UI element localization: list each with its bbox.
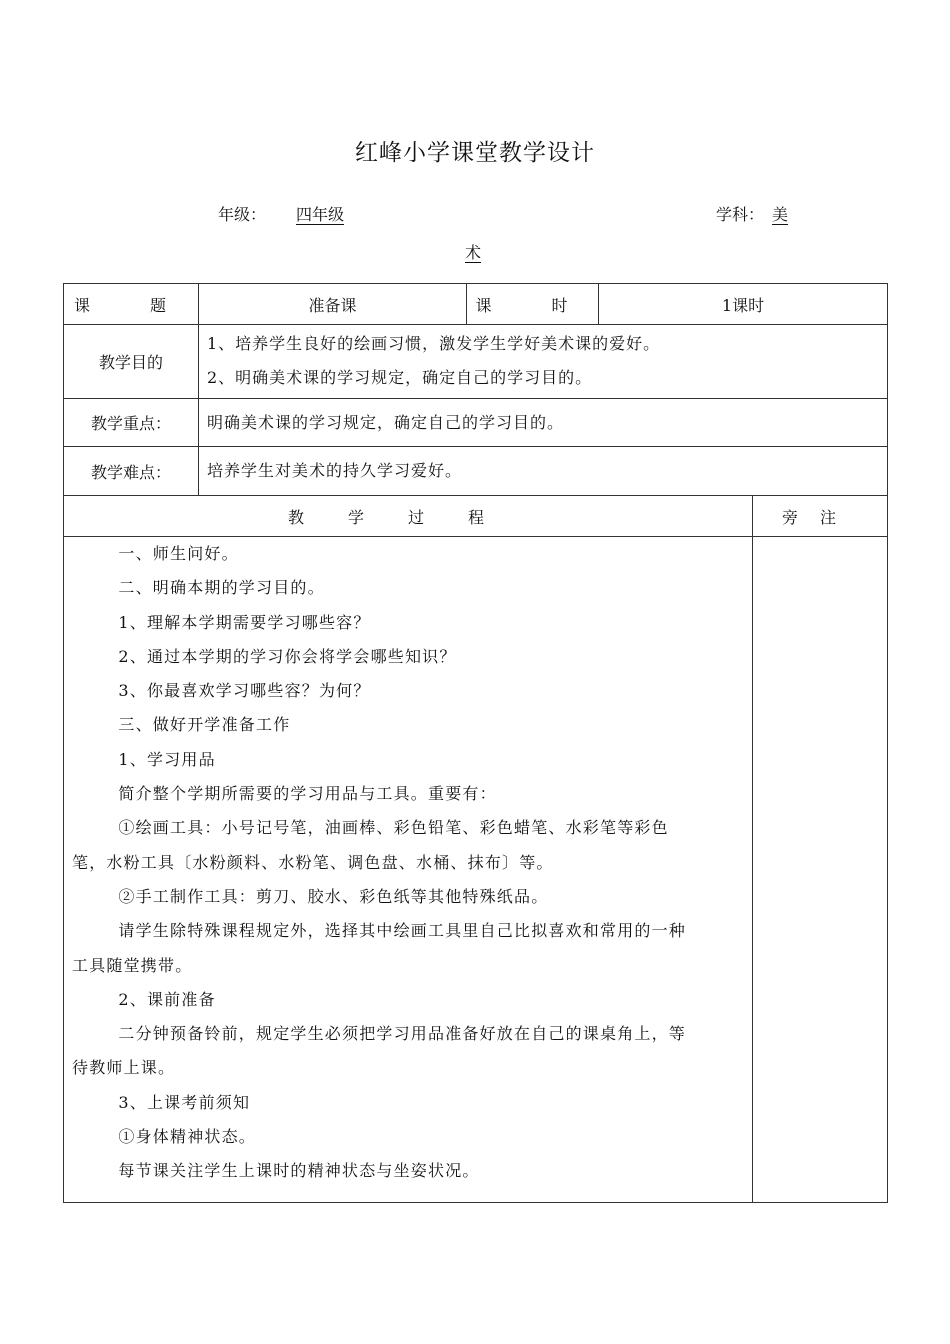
focus-row [64, 399, 888, 447]
process-line: 二、明确本期的学习目的。 [118, 578, 325, 598]
process-line: 2、通过本学期的学习你会将学会哪些知识？ [118, 646, 457, 666]
topic-row [64, 284, 888, 325]
focus-value: 明确美术课的学习规定，确定自己的学习目的。 [199, 399, 888, 447]
topic-value: 准备课 [199, 284, 467, 325]
process-line: 每节课关注学生上课时的精神状态与坐姿状况。 [118, 1161, 480, 1181]
process-header-row [64, 496, 888, 537]
process-line: ①绘画工具：小号记号笔，油画棒、彩色铅笔、彩色蜡笔、水彩笔等彩色 [118, 818, 669, 838]
notes-header: 旁注 [753, 496, 888, 537]
subject-label: 学科： [716, 205, 765, 224]
objectives-label: 教学目的 [64, 325, 199, 399]
process-line: ②手工制作工具：剪刀、胶水、彩色纸等其他特殊纸品。 [118, 886, 549, 906]
process-line: 3、你最喜欢学习哪些容？为何？ [118, 681, 371, 701]
process-line: 2、课前准备 [118, 989, 216, 1009]
process-row [64, 537, 888, 1203]
process-line: 待教师上课。 [72, 1058, 176, 1078]
objectives-row [64, 325, 888, 399]
grade-line [218, 202, 348, 225]
process-header: 教学过程 [64, 496, 753, 537]
objective-item: 2、明确美术课的学习规定，确定自己的学习目的。 [207, 368, 593, 387]
difficulty-label: 教学难点： [64, 447, 199, 496]
process-line: 1、理解本学期需要学习哪些容？ [118, 612, 371, 632]
hours-value: 1课时 [599, 284, 888, 325]
process-line: 三、做好开学准备工作 [118, 715, 291, 735]
process-line: 工具随堂携带。 [72, 955, 193, 975]
topic-label: 课 题 [64, 284, 199, 325]
page-title: 红峰小学课堂教学设计 [355, 140, 595, 166]
notes-cell [753, 537, 888, 1203]
objective-item: 1、培养学生良好的绘画习惯，激发学生学好美术课的爱好。 [207, 334, 661, 353]
process-line: 1、学习用品 [118, 749, 216, 769]
hours-label: 课 时 [467, 284, 599, 325]
process-line: 一、师生问好。 [118, 544, 239, 563]
subject-value-part1: 美 [772, 205, 789, 224]
objectives-cell [199, 325, 888, 399]
process-line: ①身体精神状态。 [118, 1127, 256, 1147]
process-line: 二分钟预备铃前，规定学生必须把学习用品准备好放在自己的课桌角上，等 [118, 1024, 686, 1044]
process-line: 笔，水粉工具〔水粉颜料、水粉笔、调色盘、水桶、抹布〕等。 [72, 852, 554, 872]
process-content [64, 537, 753, 1203]
difficulty-row [64, 447, 888, 496]
process-line: 3、上课考前须知 [118, 1092, 251, 1112]
lesson-plan-table [63, 283, 888, 1203]
process-line: 简介整个学期所需要的学习用品与工具。重要有： [118, 784, 497, 804]
grade-value: 四年级 [296, 205, 345, 224]
difficulty-value: 培养学生对美术的持久学习爱好。 [199, 447, 888, 496]
grade-label: 年级： [218, 205, 267, 224]
focus-label: 教学重点： [64, 399, 199, 447]
subject-value-part2: 术 [465, 243, 482, 262]
subject-line [716, 202, 790, 225]
process-line: 请学生除特殊课程规定外，选择其中绘画工具里自己比拟喜欢和常用的一种 [118, 921, 686, 941]
